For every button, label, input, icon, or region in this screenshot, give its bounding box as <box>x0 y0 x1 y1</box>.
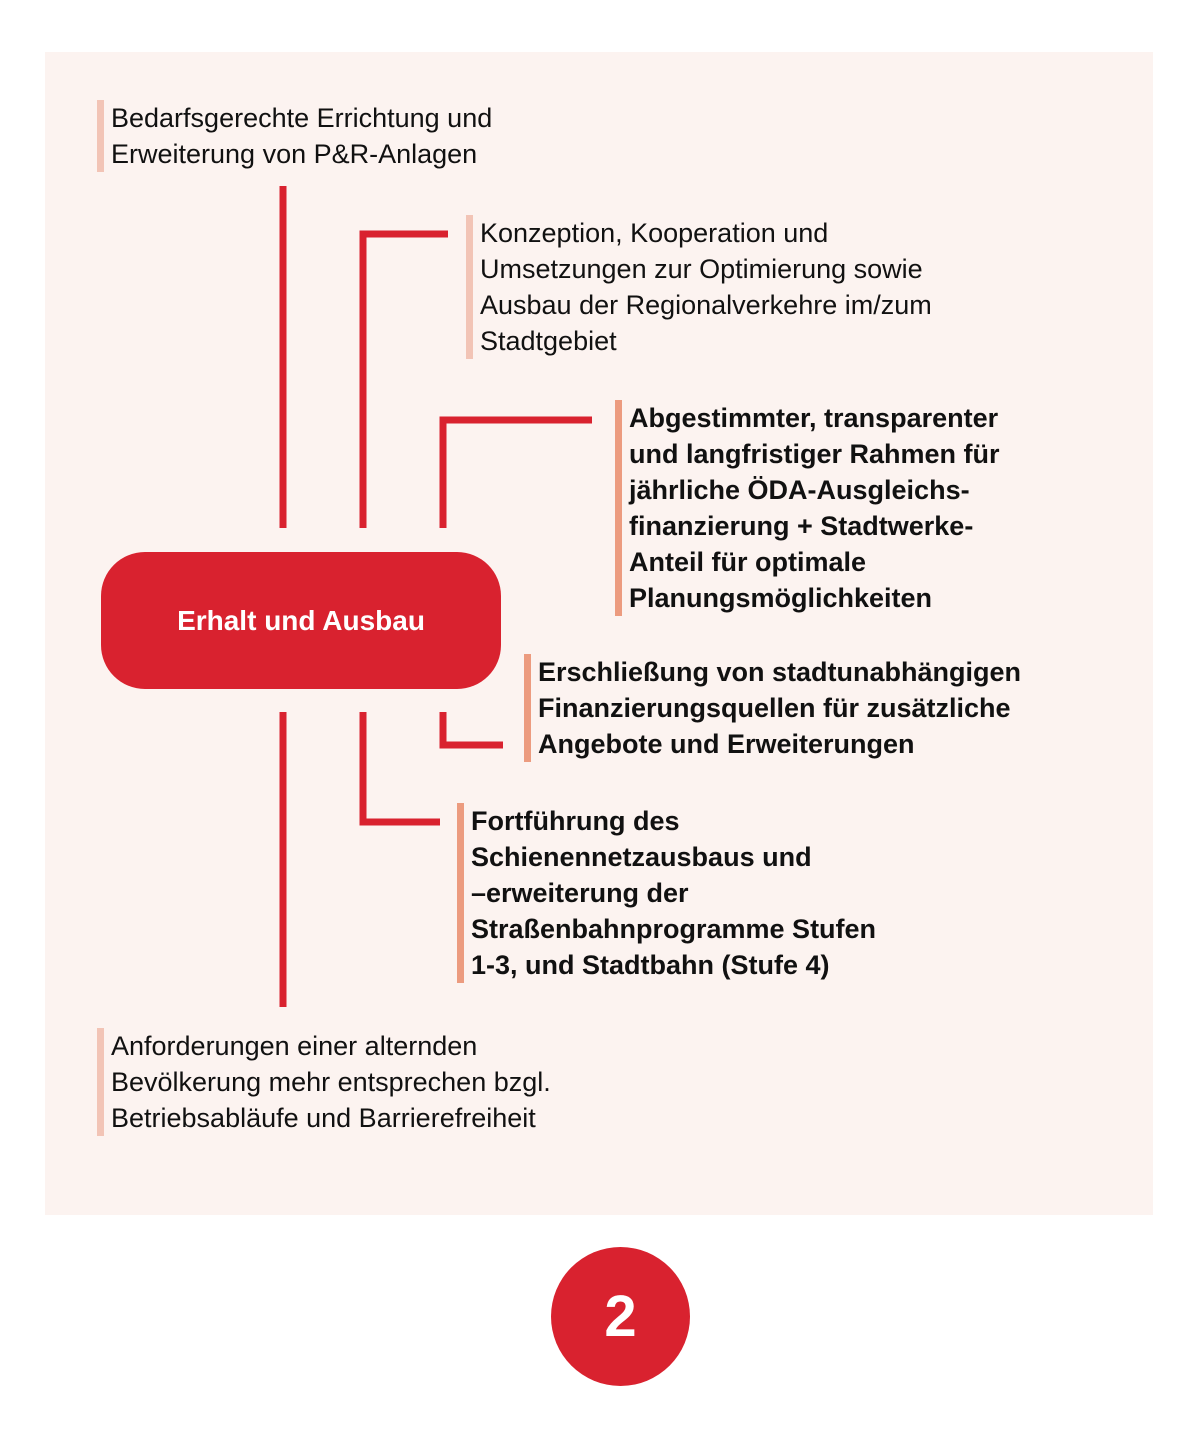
center-node-label: Erhalt und Ausbau <box>177 604 425 636</box>
branch-pr-text: Bedarfsgerechte Errichtung und Erweiterung von P&R-Anlagen <box>97 100 492 172</box>
connector-rail <box>363 712 440 822</box>
connector-regional <box>363 234 448 528</box>
connector-oda <box>443 420 592 528</box>
branch-aging-text: Anforderungen einer alternden Bevölkerung mehr entsprechen bzgl. Betriebsabläufe und Barrierefreiheit <box>97 1028 551 1136</box>
branch-regional-text: Konzeption, Kooperation und Umsetzungen zur Optimierung sowie Ausbau der Regionalverkehre im/zum Stadtgebiet <box>466 215 932 359</box>
center-node <box>101 552 501 689</box>
page-number: 2 <box>604 1284 637 1349</box>
branch-oda-text: Abgestimmter, transparenter und langfristiger Rahmen für jährliche ÖDA-Ausgleichs- finanzierung + Stadtwerke- Anteil für optimale Planungsmöglichkeiten <box>615 400 1000 616</box>
connector-finance <box>443 712 503 745</box>
branch-finance-text: Erschließung von stadtunabhängigen Finanzierungsquellen für zusätzliche Angebote und Erweiterungen <box>524 654 1021 762</box>
branch-rail-text: Fortführung des Schienennetzausbaus und –erweiterung der Straßenbahnprogramme Stufen 1-3, und Stadtbahn (Stufe 4) <box>457 803 876 983</box>
page-number-badge <box>551 1247 690 1386</box>
